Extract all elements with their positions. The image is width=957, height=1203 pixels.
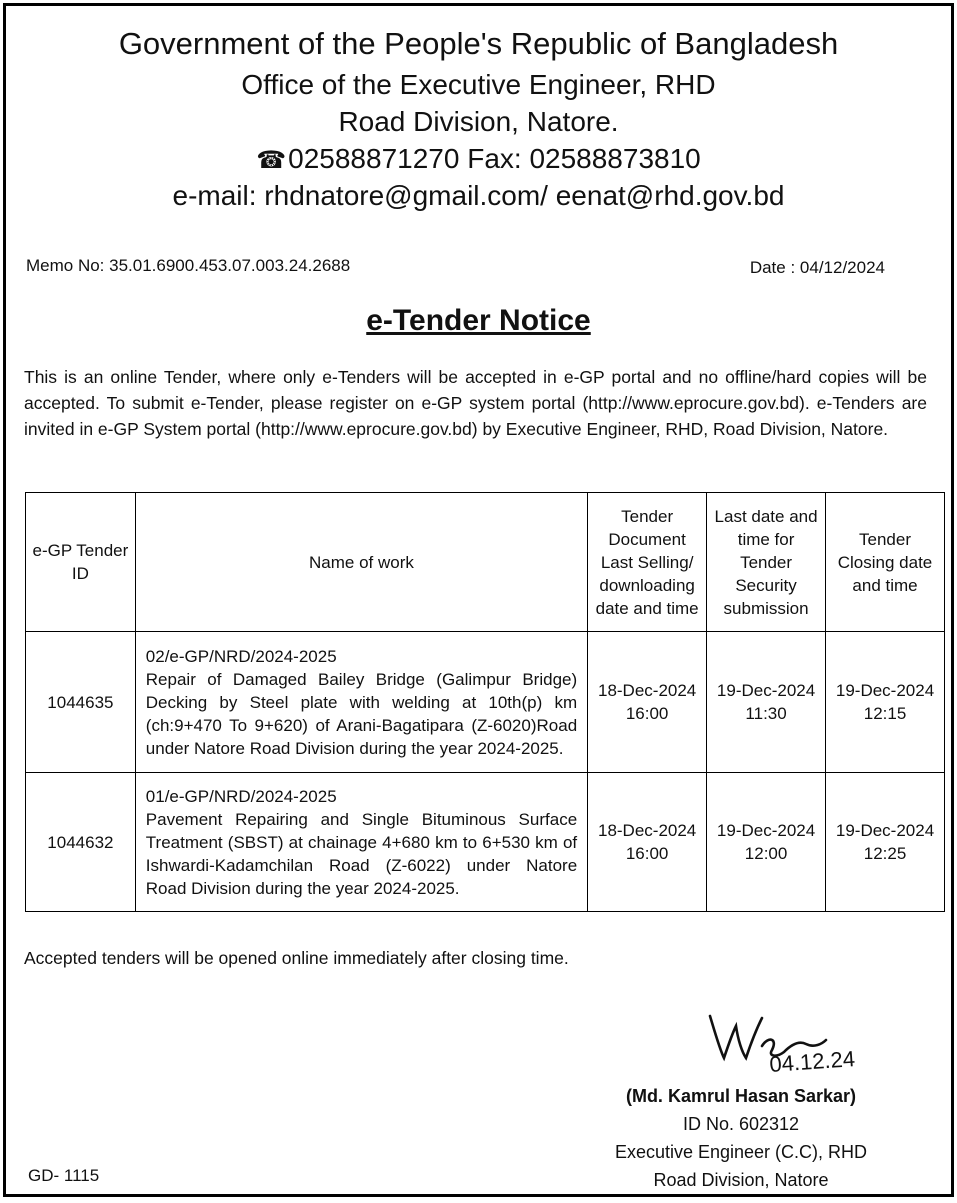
signatory-designation: Executive Engineer (C.C), RHD [614, 1142, 868, 1162]
signatory-office: Road Division, Natore [653, 1170, 829, 1190]
work-cell [135, 632, 587, 773]
table-row [26, 773, 945, 912]
signatory-id: ID No. 602312 [682, 1114, 800, 1134]
header-closing: Tender Closing date and time [826, 493, 945, 632]
government-title: Government of the People's Republic of Bangladesh [118, 26, 839, 61]
table-row [26, 632, 945, 773]
security-date-cell: 19-Dec-2024 11:30 [707, 632, 826, 773]
work-ref: 02/e-GP/NRD/2024-2025 [145, 646, 337, 666]
signatory-name: (Md. Kamrul Hasan Sarkar) [625, 1086, 857, 1106]
tender-notice-page [3, 3, 954, 1197]
closing-date-cell: 19-Dec-2024 12:25 [826, 773, 945, 912]
header-tender-id: e-GP Tender ID [26, 493, 136, 632]
tender-id-cell: 1044632 [26, 773, 136, 912]
table-header-row [26, 493, 945, 632]
header-last-selling: Tender Document Last Selling/ downloading date and time [588, 493, 707, 632]
memo-number: Memo No: 35.01.6900.453.07.003.24.2688 [26, 256, 351, 275]
selling-date-cell: 18-Dec-2024 16:00 [588, 773, 707, 912]
work-description: Repair of Damaged Bailey Bridge (Galimpur Bridge) Decking by Steel plate with welding at 10th(p) km (ch:9+470 To 9+620) of Arani-Bagatipara (Z-6020)Road under Natore Road Division during the year 2024-2025. [145, 669, 578, 758]
svg-text:04.12.24: 04.12.24 [768, 1046, 856, 1077]
phone-fax-line [6, 142, 951, 178]
email-line: e-mail: rhdnatore@gmail.com/ eenat@rhd.gov.bd [172, 180, 785, 211]
phone-fax-text: 02588871270 Fax: 02588873810 [288, 143, 701, 174]
selling-date-cell: 18-Dec-2024 16:00 [588, 632, 707, 773]
work-cell [135, 773, 587, 912]
handwritten-signature [706, 1006, 906, 1078]
gd-number: GD- 1115 [28, 1166, 100, 1185]
work-description: Pavement Repairing and Single Bituminous Surface Treatment (SBST) at chainage 4+680 km to 6+530 km of Ishwardi-Kadamchilan Road (Z-6022) under Natore Road Division during the year 2024-2025. [145, 809, 578, 898]
opening-note: Accepted tenders will be opened online immediately after closing time. [24, 948, 569, 968]
telephone-icon: ☎ [256, 147, 287, 174]
office-title: Office of the Executive Engineer, RHD [241, 69, 716, 100]
security-date-cell: 19-Dec-2024 12:00 [707, 773, 826, 912]
header-security-submission: Last date and time for Tender Security submission [707, 493, 826, 632]
division-title: Road Division, Natore. [338, 106, 619, 137]
tender-table [25, 492, 945, 912]
intro-paragraph: This is an online Tender, where only e-Tenders will be accepted in e-GP portal and no offline/hard copies will be accepted. To submit e-Tender, please register on e-GP system portal (http://www.eprocure.gov.bd). e-Tenders are invited in e-GP System portal (http://www.eprocure.gov.bd) by Executive Engineer, RHD, Road Division, Natore. [24, 367, 927, 439]
notice-date: Date : 04/12/2024 [749, 258, 885, 277]
notice-title: e-Tender Notice [366, 304, 591, 337]
work-ref: 01/e-GP/NRD/2024-2025 [145, 786, 337, 806]
closing-date-cell: 19-Dec-2024 12:15 [826, 632, 945, 773]
tender-id-cell: 1044635 [26, 632, 136, 773]
header-name-of-work: Name of work [135, 493, 587, 632]
signatory-block [566, 1082, 916, 1194]
